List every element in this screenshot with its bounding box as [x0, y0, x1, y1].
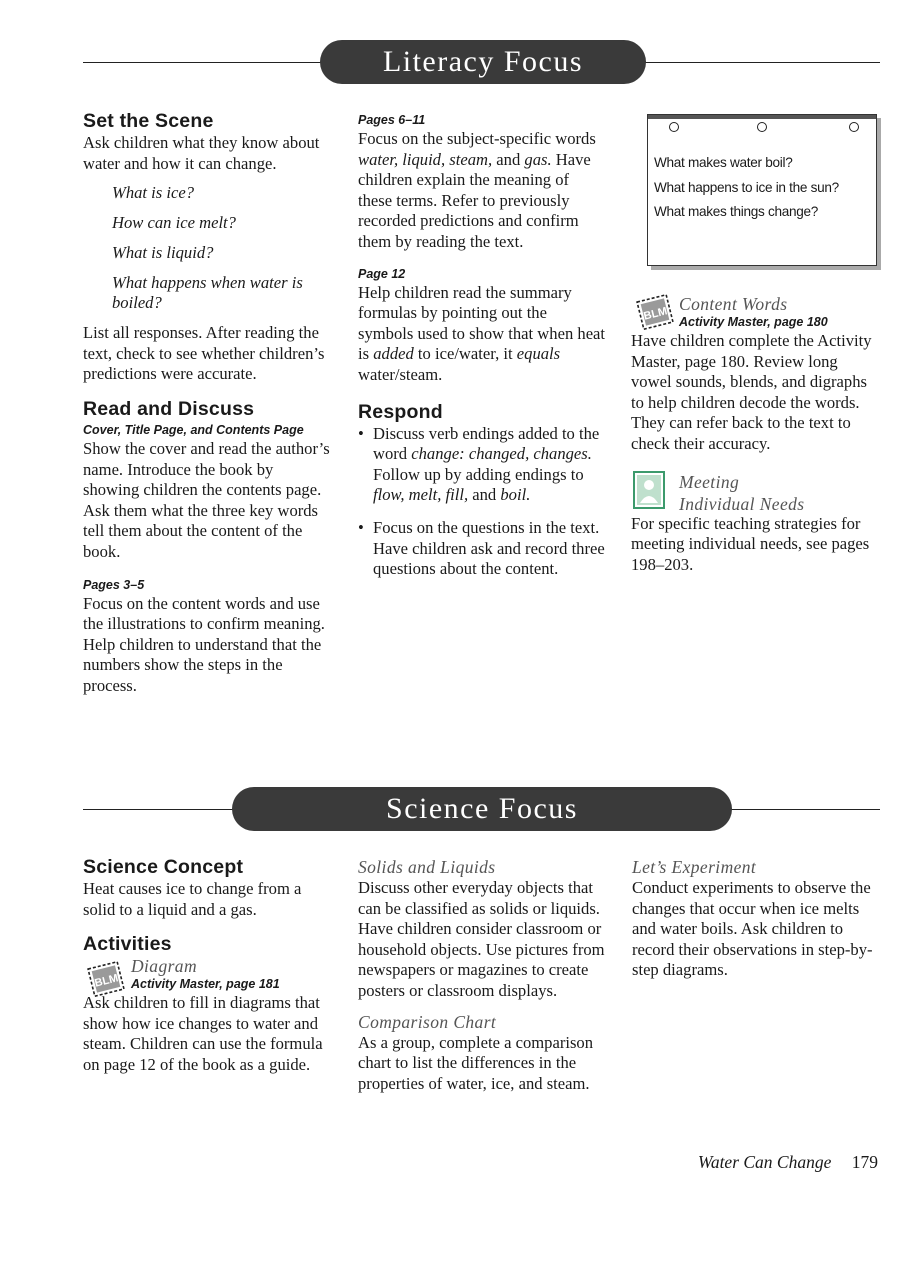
notepad-binding: [648, 115, 876, 119]
solids-liquids-text: Discuss other everyday objects that can be classified as solids or liquids. Have children consider classroom or household objects. Use pictures from newspapers or magazines to create posters or classroom displays.: [358, 878, 605, 1000]
literacy-column-1: [83, 109, 333, 697]
cover-text: Show the cover and read the author’s name. Introduce the book by showing children the contents page. Ask them what the three key words tell them about the content of the book.: [83, 438, 330, 561]
read-and-discuss-heading: Read and Discuss: [83, 397, 255, 420]
science-column-1: [83, 855, 333, 1076]
notepad-lines: [654, 151, 839, 225]
content-words-text: Have children complete the Activity Master, page 180. Review long vowel sounds, blends, and digraphs to help children decode the words. They can refer back to the text to check their accuracy.: [631, 331, 872, 453]
question-item: What is ice?: [112, 183, 195, 203]
set-the-scene-heading: Set the Scene: [83, 110, 214, 132]
question-item: How can ice melt?: [112, 213, 236, 233]
person-icon: [633, 471, 665, 509]
respond-heading: Respond: [358, 400, 443, 423]
comparison-chart-heading: Comparison Chart: [358, 1011, 497, 1032]
content-words-subheading: Activity Master, page 180: [679, 315, 828, 329]
notepad-line: What makes things change?: [654, 204, 819, 219]
book-title: Water Can Change: [697, 1152, 832, 1172]
comparison-chart-text: As a group, complete a comparison chart to list the differences in the properties of water, ice, and steam.: [358, 1032, 594, 1093]
page-12-subheading: Page 12: [358, 266, 406, 281]
experiment-text: Conduct experiments to observe the changes that occur when ice melts and water boils. Ask children to record their observations in step-by-step diagrams.: [632, 878, 873, 980]
page-number: 179: [851, 1152, 878, 1172]
question-item: What is liquid?: [112, 243, 214, 263]
needs-text: For specific teaching strategies for meeting individual needs, see pages 198–203.: [631, 513, 870, 574]
pages-3-5-text: Focus on the content words and use the illustrations to confirm meaning. Help children to understand that the numbers show the steps in the process.: [83, 593, 325, 695]
content-words-heading: Content Words: [679, 294, 788, 314]
literacy-focus-title: Literacy Focus: [320, 40, 646, 84]
bullet: •: [358, 423, 364, 443]
svg-text:BLM: BLM: [93, 972, 120, 990]
diagram-subheading: Activity Master, page 181: [131, 977, 280, 992]
activities-heading: Activities: [83, 933, 172, 956]
notepad-line: What happens to ice in the sun?: [654, 179, 839, 195]
solids-liquids-heading: Solids and Liquids: [358, 857, 496, 877]
pages-6-11-text: Focus on the subject-specific words water, liquid, steam, and gas. Have children explain the meaning of these terms. Refer to previously recorded predictions and confirm them by reading the text.: [358, 129, 596, 251]
pages-3-5-subheading: Pages 3–5: [83, 577, 145, 592]
literacy-focus-banner: [0, 40, 909, 86]
experiment-heading: Let’s Experiment: [632, 857, 757, 877]
binder-hole-icon: [669, 122, 679, 132]
binder-hole-icon: [849, 122, 859, 132]
science-concept-heading: Science Concept: [83, 856, 244, 878]
set-the-scene-intro: Ask children what they know about water and how it can change.: [83, 133, 320, 173]
needs-heading-line-1: Meeting: [679, 471, 740, 492]
notepad-line: What makes water boil?: [654, 155, 793, 170]
needs-heading-line-2: Individual Needs: [679, 493, 805, 514]
diagram-text: Ask children to fill in diagrams that show how ice changes to water and steam. Children can use the formula on page 12 of the book as a guide.: [83, 993, 323, 1074]
science-focus-title: Science Focus: [232, 787, 732, 831]
questions-notepad: [647, 114, 877, 266]
page-footer: [698, 1152, 878, 1173]
pages-6-11-subheading: Pages 6–11: [358, 113, 426, 127]
bullet: •: [358, 517, 364, 537]
binder-hole-icon: [757, 122, 767, 132]
page-12-text: Help children read the summary formulas by pointing out the symbols used to show that when heat is added to ice/water, it equals water/steam.: [358, 282, 606, 384]
science-column-3: [632, 857, 877, 981]
cover-subheading: Cover, Title Page, and Contents Page: [83, 422, 304, 437]
question-item: What happens when water is boiled?: [112, 273, 303, 313]
science-focus-banner: [0, 787, 909, 833]
set-the-scene-outro: List all responses. After reading the text, check to see whether children’s predictions were accurate.: [83, 323, 325, 384]
diagram-heading: Diagram: [131, 956, 197, 977]
literacy-column-3: [631, 294, 876, 575]
respond-list: [358, 424, 606, 580]
science-column-2: [358, 857, 608, 1094]
science-concept-text: Heat causes ice to change from a solid to a liquid and a gas.: [83, 879, 302, 919]
list-item: • Discuss verb endings added to the word change: changed, changes. Follow up by adding endings to flow, melt, fill, and boil.: [358, 423, 600, 505]
svg-text:BLM: BLM: [642, 305, 669, 323]
literacy-column-2: [358, 111, 606, 592]
list-item: • Focus on the questions in the text. Have children ask and record three questions about the content.: [358, 517, 605, 579]
